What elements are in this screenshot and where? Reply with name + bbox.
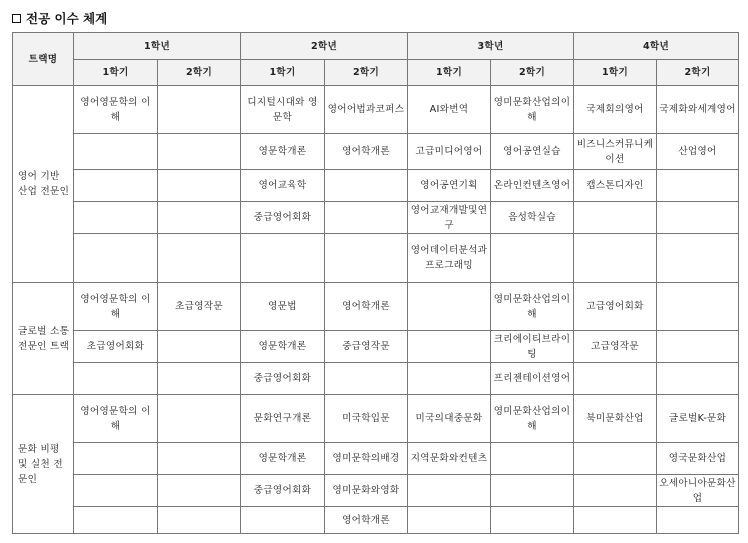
course-cell: [325, 363, 408, 395]
course-cell: 프리젠테이션영어: [491, 363, 574, 395]
course-cell: [241, 507, 325, 534]
course-cell: 디지털시대와 영문학: [241, 86, 325, 134]
course-cell: [574, 234, 657, 283]
semester-header: 1학기: [408, 60, 491, 86]
course-cell: 산업영어: [657, 134, 739, 170]
course-cell: [657, 234, 739, 283]
course-cell: [158, 234, 241, 283]
course-cell: 영미문학의배경: [325, 443, 408, 475]
course-cell: 오세아니아문화산업: [657, 475, 739, 507]
course-cell: [74, 234, 158, 283]
course-cell: [491, 507, 574, 534]
course-cell: 미국의대중문화: [408, 395, 491, 443]
course-cell: [158, 86, 241, 134]
course-cell: 문화연구개론: [241, 395, 325, 443]
table-row: [13, 283, 739, 331]
course-cell: 중급영어회화: [241, 475, 325, 507]
course-cell: 영어데이터분석과프로그래밍: [408, 234, 491, 283]
table-row: [13, 475, 739, 507]
course-cell: [408, 331, 491, 363]
table-row: [13, 395, 739, 443]
course-cell: 음성학실습: [491, 202, 574, 234]
course-cell: 영어영문학의 이해: [74, 283, 158, 331]
course-cell: [74, 170, 158, 202]
track-name: 글로벌 소통전문인 트랙: [13, 283, 74, 395]
course-cell: 영어학개론: [325, 134, 408, 170]
course-cell: [574, 475, 657, 507]
course-cell: 영어어법과코퍼스: [325, 86, 408, 134]
course-cell: [158, 170, 241, 202]
semester-header: 2학기: [657, 60, 739, 86]
course-cell: 영어공연기획: [408, 170, 491, 202]
course-cell: 영미문화산업의이해: [491, 283, 574, 331]
course-cell: 영어학개론: [325, 507, 408, 534]
course-cell: [158, 475, 241, 507]
checkbox-square-icon: [12, 14, 21, 23]
course-cell: [74, 202, 158, 234]
course-cell: 국제회의영어: [574, 86, 657, 134]
course-cell: 영문법: [241, 283, 325, 331]
course-cell: 영어영문학의 이해: [74, 86, 158, 134]
course-cell: 국제화와세계영어: [657, 86, 739, 134]
semester-header: 2학기: [491, 60, 574, 86]
course-cell: 중급영어회화: [241, 363, 325, 395]
course-cell: [158, 202, 241, 234]
year-header: 3학년: [408, 33, 574, 60]
course-cell: [408, 475, 491, 507]
course-cell: 영어학개론: [325, 283, 408, 331]
course-cell: [657, 363, 739, 395]
course-cell: 영미문화산업의이해: [491, 86, 574, 134]
table-row: [13, 202, 739, 234]
track-name: 영어 기반 산업 전문인: [13, 86, 74, 283]
course-cell: [408, 507, 491, 534]
track-name: 문화 비평 및 실천 전문인: [13, 395, 74, 534]
year-header: 2학년: [241, 33, 408, 60]
course-cell: 영어교재개발및연구: [408, 202, 491, 234]
course-cell: 고급미디어영어: [408, 134, 491, 170]
course-cell: [74, 134, 158, 170]
course-cell: 비즈니스커뮤니케이션: [574, 134, 657, 170]
table-row: [13, 507, 739, 534]
course-cell: 고급영작문: [574, 331, 657, 363]
semester-header: 2학기: [158, 60, 241, 86]
table-row: [13, 234, 739, 283]
course-cell: [74, 363, 158, 395]
semester-header: 1학기: [241, 60, 325, 86]
course-cell: [657, 170, 739, 202]
year-header: 1학년: [74, 33, 241, 60]
course-cell: 중급영작문: [325, 331, 408, 363]
semester-header: 2학기: [325, 60, 408, 86]
course-cell: [74, 443, 158, 475]
course-cell: [574, 202, 657, 234]
course-cell: 캡스톤디자인: [574, 170, 657, 202]
course-cell: 고급영어회화: [574, 283, 657, 331]
course-cell: 영문학개론: [241, 134, 325, 170]
course-cell: 영국문화산업: [657, 443, 739, 475]
table-row: [13, 86, 739, 134]
semester-header: 1학기: [574, 60, 657, 86]
course-cell: 영어공연실습: [491, 134, 574, 170]
course-cell: [158, 134, 241, 170]
course-cell: [241, 234, 325, 283]
course-cell: 중급영어회화: [241, 202, 325, 234]
table-row: [13, 134, 739, 170]
course-cell: 영문학개론: [241, 443, 325, 475]
course-cell: [74, 507, 158, 534]
table-row: [13, 170, 739, 202]
course-cell: [491, 475, 574, 507]
course-cell: [657, 507, 739, 534]
course-cell: 영어교육학: [241, 170, 325, 202]
section-title-text: 전공 이수 체계: [26, 11, 108, 26]
course-cell: [158, 395, 241, 443]
curriculum-table: [12, 32, 739, 534]
course-cell: [491, 234, 574, 283]
course-cell: [408, 363, 491, 395]
course-cell: AI와번역: [408, 86, 491, 134]
course-cell: [657, 202, 739, 234]
table-row: [13, 331, 739, 363]
course-cell: [325, 202, 408, 234]
course-cell: [657, 331, 739, 363]
course-cell: 크리에이티브라이팅: [491, 331, 574, 363]
course-cell: [574, 363, 657, 395]
course-cell: 영미문화와영화: [325, 475, 408, 507]
table-row: [13, 363, 739, 395]
course-cell: [158, 331, 241, 363]
course-cell: [574, 507, 657, 534]
course-cell: 초급영작문: [158, 283, 241, 331]
course-cell: [325, 170, 408, 202]
course-cell: [158, 363, 241, 395]
course-cell: 북미문화산업: [574, 395, 657, 443]
section-title: [12, 9, 107, 27]
course-cell: 초급영어회화: [74, 331, 158, 363]
course-cell: [74, 475, 158, 507]
course-cell: [158, 443, 241, 475]
course-cell: 지역문화와컨텐츠: [408, 443, 491, 475]
course-cell: 영어영문학의 이해: [74, 395, 158, 443]
semester-header: 1학기: [74, 60, 158, 86]
course-cell: 온라인컨텐츠영어: [491, 170, 574, 202]
course-cell: [408, 283, 491, 331]
course-cell: 영미문화산업의이해: [491, 395, 574, 443]
course-cell: [574, 443, 657, 475]
year-header: 4학년: [574, 33, 739, 60]
course-cell: 미국학입문: [325, 395, 408, 443]
course-cell: [158, 507, 241, 534]
table-row: [13, 443, 739, 475]
table-body: [13, 86, 739, 534]
course-cell: 영문학개론: [241, 331, 325, 363]
course-cell: [491, 443, 574, 475]
course-cell: [657, 283, 739, 331]
course-cell: [325, 234, 408, 283]
course-cell: 글로벌K-문화: [657, 395, 739, 443]
track-header: 트랙명: [13, 33, 74, 86]
